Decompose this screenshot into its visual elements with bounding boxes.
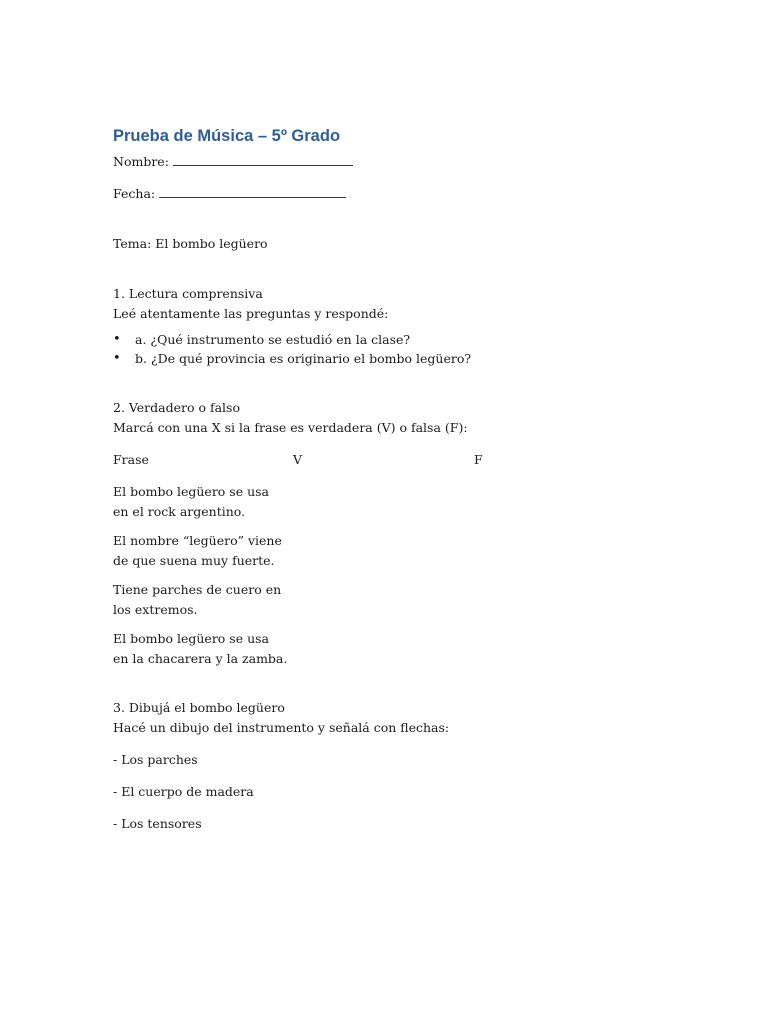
question-text: a. ¿Qué instrumento se estudió en la clase? [135,332,411,347]
column-header-frase: Frase [113,452,149,467]
table-row: Tiene parches de cuero en los extremos. [113,582,282,617]
list-item [113,349,673,368]
section2-instruction: Marcá con una X si la frase es verdadera (V) o falsa (F): [113,420,468,435]
section3-heading: 3. Dibujá el bombo legüero [113,700,285,715]
section2-heading: 2. Verdadero o falso [113,400,240,415]
fecha-blank[interactable] [159,185,346,198]
page-title: Prueba de Música – 5º Grado [113,127,341,145]
list-item [113,330,673,349]
column-header-f: F [474,452,483,467]
list-item: - Los tensores [113,816,202,831]
question-list [113,330,673,368]
document-page [113,124,673,834]
bullet-icon: • [113,351,121,366]
list-item: - Los parches [113,752,198,767]
column-header-v: V [293,452,303,467]
section1-heading: 1. Lectura comprensiva [113,286,263,301]
tema-line: Tema: El bombo legüero [113,236,268,251]
table-row: El bombo legüero se usa en la chacarera y la zamba. [113,631,288,666]
tf-table-header [113,450,673,470]
list-item: - El cuerpo de madera [113,784,254,799]
nombre-blank[interactable] [173,153,353,166]
table-row: El nombre “legüero” viene de que suena muy fuerte. [113,533,282,568]
nombre-label: Nombre: [113,154,169,169]
fecha-label: Fecha: [113,186,156,201]
table-row: El bombo legüero se usa en el rock argentino. [113,484,269,519]
fecha-line [113,184,673,204]
bullet-icon: • [113,332,121,347]
nombre-line [113,152,673,172]
section1-instruction: Leé atentamente las preguntas y respondé: [113,306,389,321]
section3-instruction: Hacé un dibujo del instrumento y señalá con flechas: [113,720,450,735]
question-text: b. ¿De qué provincia es originario el bombo legüero? [135,351,472,366]
